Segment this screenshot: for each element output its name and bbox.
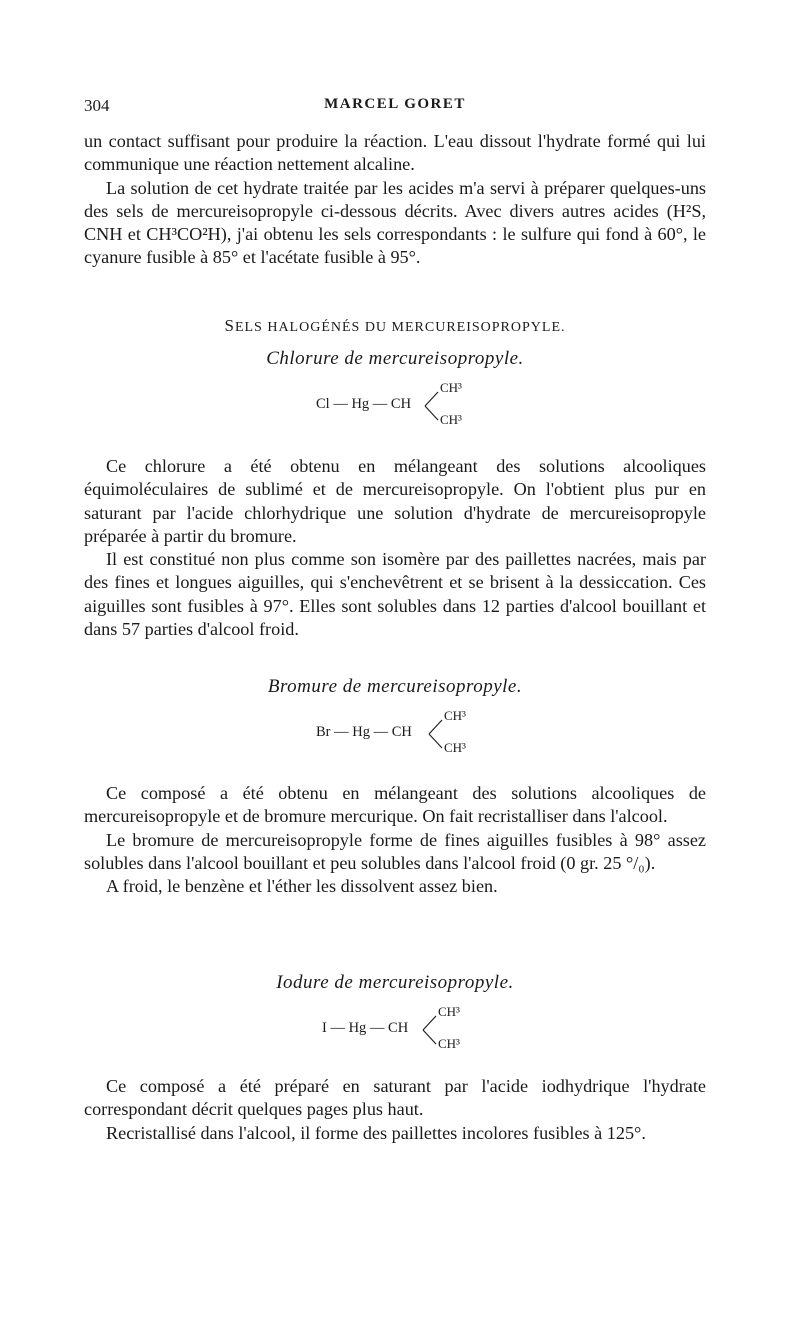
formula-ch3-bottom: CH³ — [444, 740, 466, 755]
bromure-formula — [316, 708, 476, 758]
iodure-text — [84, 1075, 706, 1145]
chlorure-text — [84, 455, 706, 641]
formula-main: Br — Hg — CH — [316, 724, 412, 740]
bromure-heading: Bromure de mercureisopropyle. — [267, 676, 523, 697]
paragraph: Il est constitué non plus comme son isomère par des paillettes nacrées, mais par des fines et longues aiguilles, qui s'enchevêtrent et se brisent à la dessiccation. Ces aiguilles sont fusibles à 97°. Elles sont solubles dans 12 parties d'alcool bouillant et dans 57 parties d'alcool froid. — [84, 549, 706, 640]
formula-branch-icon — [422, 390, 442, 424]
chlorure-heading: Chlorure de mercureisopropyle. — [266, 348, 524, 369]
section-heading: SELS HALOGÉNÉS DU MERCUREISOPROPYLE. — [224, 316, 566, 335]
bromure-text — [84, 782, 706, 898]
page-number: 304 — [84, 96, 110, 115]
running-head: MARCEL GORET — [324, 96, 466, 112]
formula-ch3-top: CH³ — [438, 1004, 460, 1019]
paragraph: Ce composé a été obtenu en mélangeant des solutions alcooliques de mercureisopropyle et de bromure mercurique. On fait recristalliser dans l'alcool. — [84, 783, 706, 827]
page-header — [84, 96, 706, 120]
paragraph: un contact suffisant pour produire la réaction. L'eau dissout l'hydrate formé qui lui communique une réaction nettement alcaline. — [84, 131, 706, 175]
chlorure-formula — [316, 380, 476, 430]
formula-ch3-top: CH³ — [444, 708, 466, 723]
iodure-heading: Iodure de mercureisopropyle. — [276, 972, 514, 993]
formula-ch3-top: CH³ — [440, 380, 462, 395]
paragraph: La solution de cet hydrate traitée par les acides m'a servi à préparer quelques-uns des sels de mercureisopropyle ci-dessous décrits. Avec divers autres acides (H²S, CNH et CH³CO²H), j'ai obtenu les sels correspondants : le sulfure qui fond à 60°, le cyanure fusible à 85° et l'acétate fusible à 95°. — [84, 177, 706, 268]
paragraph: Ce chlorure a été obtenu en mélangeant des solutions alcooliques équimoléculaires de sublimé et de mercureisopropyle. On l'obtient plus pur en saturant par l'acide chlorhydrique une solution d'hydrate de mercureisopropyle préparée à partir du bromure. — [84, 456, 706, 546]
intro-text — [84, 130, 706, 270]
paragraph: A froid, le benzène et l'éther les dissolvent assez bien. — [106, 876, 498, 897]
formula-ch3-bottom: CH³ — [438, 1036, 460, 1051]
formula-ch3-bottom: CH³ — [440, 412, 462, 427]
formula-branch-icon — [426, 718, 446, 752]
iodure-formula — [322, 1004, 482, 1054]
paragraph: Le bromure de mercureisopropyle forme de fines aiguilles fusibles à 98° assez solubles dans l'alcool bouillant et peu solubles dans l'alcool froid (0 gr. 25 °/₀). — [84, 829, 706, 873]
formula-main: Cl — Hg — CH — [316, 396, 412, 412]
formula-branch-icon — [420, 1014, 440, 1048]
paragraph: Recristallisé dans l'alcool, il forme des paillettes incolores fusibles à 125°. — [106, 1122, 646, 1143]
formula-main: I — Hg — CH — [322, 1020, 409, 1036]
paragraph: Ce composé a été préparé en saturant par l'acide iodhydrique l'hydrate correspondant décrit quelques pages plus haut. — [84, 1076, 706, 1120]
